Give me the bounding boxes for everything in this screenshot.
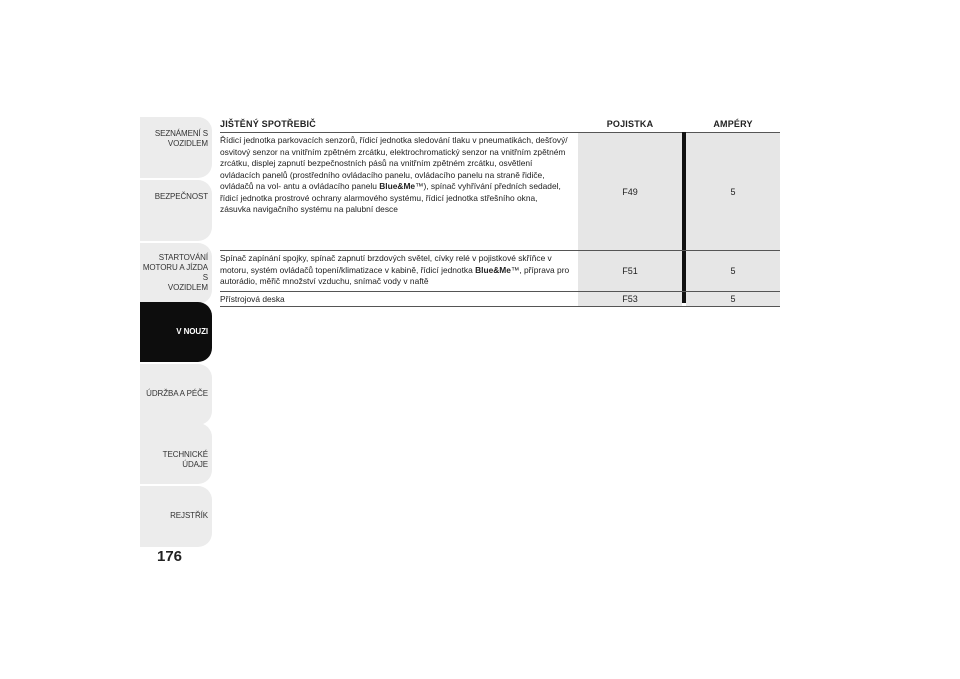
tab-rejstrik[interactable]: REJSTŘÍK [140,486,212,547]
table-row [220,133,780,251]
tab-startovani-motoru[interactable]: STARTOVÁNÍ MOTORU A JÍZDA S VOZIDLEM [140,243,212,304]
tab-technicke-udaje[interactable]: TECHNICKÉ ÚDAJE [140,423,212,484]
table-row [220,292,780,307]
header-consumer: JIŠTĚNÝ SPOTŘEBIČ [220,119,316,129]
page-number: 176 [157,548,183,565]
table-row [220,251,780,292]
tab-seznameni-s-vozidlem[interactable]: SEZNÁMENÍ S VOZIDLEM [140,117,212,178]
header-fuse: POJISTKA [606,119,654,129]
row-description: Spínač zapínání spojky, spínač zapnutí brzdových světel, cívky relé v pojistkové skříňce v motoru, systém ovládačů topení/klimatizace v kabině, řídicí jednotka Blue&Me™, příprava pro autorádio, měřič množství vzduchu, snímač vody v naftě [220,253,570,286]
row-amps: 5 [686,133,780,250]
row-fuse: F51 [578,251,682,291]
tab-udrzba-a-pece[interactable]: ÚDRŽBA A PÉČE [140,364,212,425]
tab-bezpecnost[interactable]: BEZPEČNOST [140,180,212,241]
row-amps: 5 [686,251,780,291]
row-description: Přístrojová deska [220,294,285,304]
row-fuse: F49 [578,133,682,250]
table-header [220,117,780,133]
tab-v-nouzi[interactable]: V NOUZI [140,302,212,362]
row-amps: 5 [686,292,780,306]
row-description: Řídicí jednotka parkovacích senzorů, řídicí jednotka sledování tlaku v pneumatikách, dešťový/ osvitový senzor na vnitřním zpětném zrcátku, elektrochromatický senzor na vnitřním zpětném zrcátku, displej zapnutí bezpečnostních pásů na vnitřním zpětném zrcátku, osvětlení ovládacích panelů (prostředního ovládacího panelu, ovládacího panelu na straně řidiče, ovládačů na vol- antu a ovládacího panelu Blue&Me™), spínač vyhřívání předních sedadel, řídicí jednotka prostrové ochrany alarmového systému, řídicí jednotka střešního okna, zásuvka navigačního systému na palubní desce [220,135,568,214]
row-fuse: F53 [578,292,682,306]
fuse-table [220,117,780,307]
header-amps: AMPÉRY [713,119,753,129]
